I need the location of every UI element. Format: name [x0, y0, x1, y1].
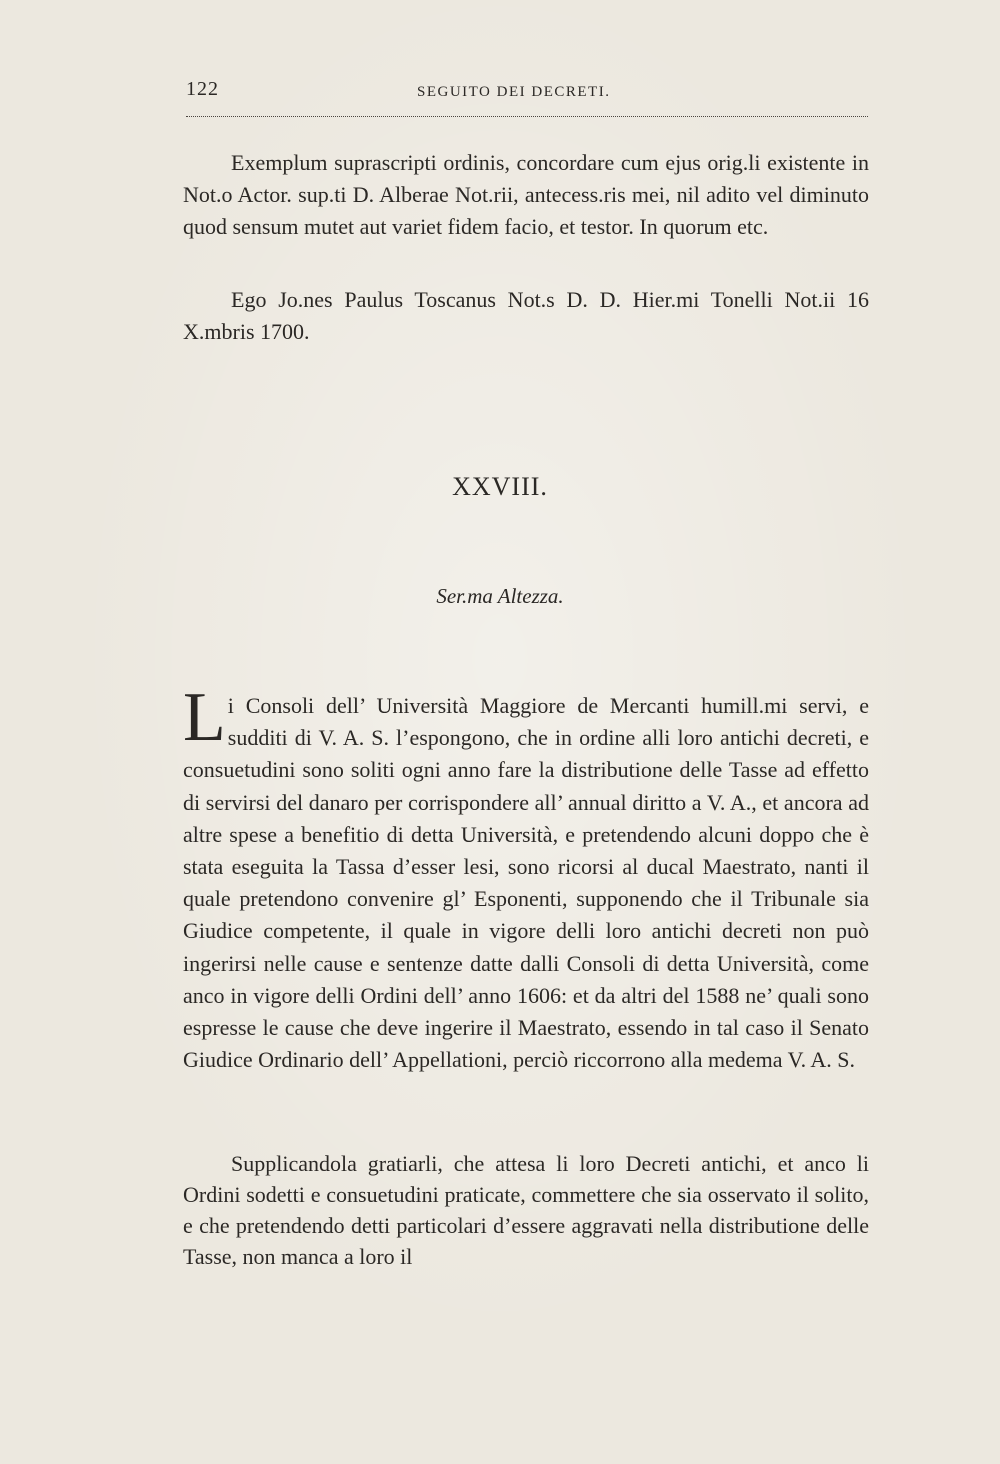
drop-cap: L — [183, 679, 226, 756]
paragraph-supplication-text: Supplicandola gratiarli, che attesa li loro Decreti antichi, et anco li Ordini sodetti e consuetudini praticate, commettere che sia osservato il solito, e che pretendendo detti particolari d’essere aggravati nella distributione delle Tasse, non manca a loro il — [183, 1151, 869, 1269]
header-dotted-rule — [186, 116, 868, 117]
paragraph-petition — [183, 679, 869, 1076]
paragraph-supplication — [183, 1148, 869, 1272]
page-number: 122 — [186, 78, 219, 100]
paragraph-exemplum — [183, 147, 869, 243]
paragraph-notary-signature-text: Ego Jo.nes Paulus Toscanus Not.s D. D. Hier.mi Tonelli Not.ii 16 X.mbris 1700. — [183, 287, 869, 344]
running-head: SEGUITO DEI DECRETI. — [417, 84, 611, 100]
page-header — [186, 78, 868, 118]
salutation: Ser.ma Altezza. — [436, 584, 564, 608]
paragraph-exemplum-text: Exemplum suprascripti ordinis, concordare cum ejus orig.li existente in Not.o Actor. sup.ti D. Alberae Not.rii, antecess.ris mei, nil adito vel diminuto quod sensum mutet aut variet fidem facio, et testor. In quorum etc. — [183, 150, 869, 239]
paragraph-petition-text: i Consoli dell’ Università Maggiore de Mercanti humill.mi servi, e sudditi di V. A. S. l’espongono, che in ordine alli loro antichi decreti, e consuetudini sono soliti ogni anno fare la distributione delle Tasse ad effetto di servirsi del danaro per corrispondere all’ annual diritto a V. A., et ancora ad altre spese a benefitio di detta Università, e pretendendo alcuni doppo che è stata eseguita la Tassa d’esser lesi, sono ricorsi al ducal Maestrato, nanti il quale pretendono convenire gl’ Esponenti, supponendo che il Tribunale sia Giudice competente, il quale in vigore delli loro antichi decreti non può ingerirsi nelle cause e sentenze datte dalli Consoli di detta Università, come anco in vigore delli Ordini dell’ anno 1606: et da altri del 1588 ne’ quali sono espresse le cause che deve ingerire il Maestrato, essendo in tal caso il Senato Giudice Ordinario dell’ Appellationi, perciò riccorrono alla medema V. A. S. — [183, 693, 869, 1073]
section-numeral: XXVIII. — [452, 472, 548, 501]
paragraph-notary-signature — [183, 284, 869, 348]
